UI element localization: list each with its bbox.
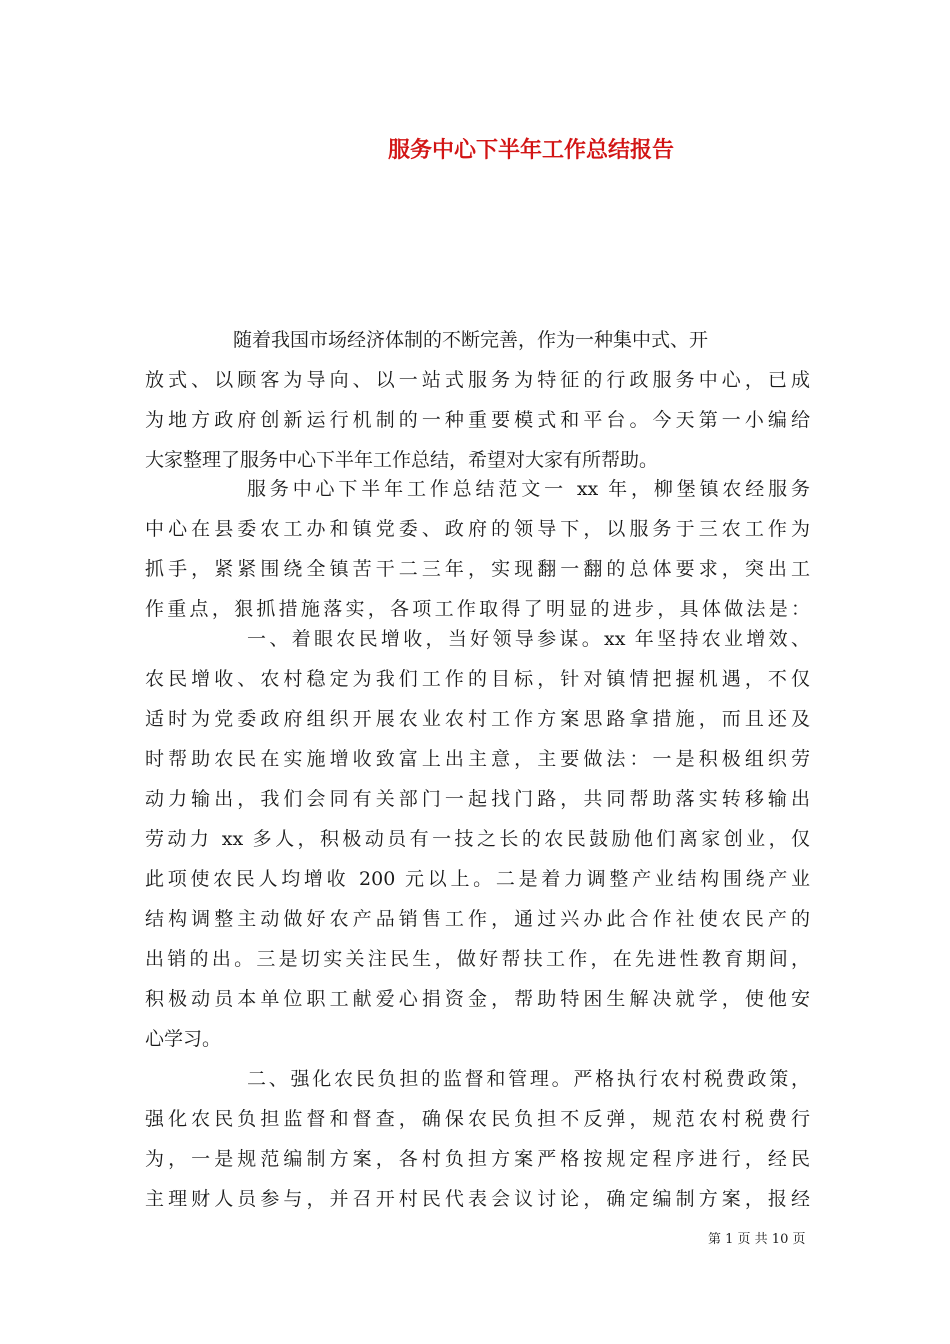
body-line: 为地方政府创新运行机制的一种重要模式和平台。今天第一小编给 xyxy=(145,409,810,431)
body-line: 中心在县委农工办和镇党委、政府的领导下，以服务于三农工作为 xyxy=(145,518,810,540)
body-line: 大家整理了服务中心下半年工作总结，希望对大家有所帮助。 xyxy=(145,449,659,471)
document-title: 服务中心下半年工作总结报告 xyxy=(387,137,674,163)
body-line: 一、着眼农民增收，当好领导参谋。xx 年坚持农业增效、 xyxy=(247,628,810,650)
body-line: 农民增收、农村稳定为我们工作的目标，针对镇情把握机遇，不仅 xyxy=(145,668,810,690)
body-line: 服务中心下半年工作总结范文一 xx 年，柳堡镇农经服务 xyxy=(247,478,810,500)
body-line: 心学习。 xyxy=(145,1028,222,1050)
body-line: 适时为党委政府组织开展农业农村工作方案思路拿措施，而且还及 xyxy=(145,708,810,730)
body-line: 作重点，狠抓措施落实，各项工作取得了明显的进步，具体做法是： xyxy=(145,598,810,620)
body-line: 强化农民负担监督和督查，确保农民负担不反弹，规范农村税费行 xyxy=(145,1108,810,1130)
body-line: 出销的出。三是切实关注民生，做好帮扶工作，在先进性教育期间， xyxy=(145,948,810,970)
page-number-footer: 第 1 页 共 10 页 xyxy=(708,1232,806,1247)
body-line: 结构调整主动做好农产品销售工作，通过兴办此合作社使农民产的 xyxy=(145,908,810,930)
body-line: 为，一是规范编制方案，各村负担方案严格按规定程序进行，经民 xyxy=(145,1148,810,1170)
body-line: 此项使农民人均增收 200 元以上。二是着力调整产业结构围绕产业 xyxy=(145,868,810,890)
body-line: 积极动员本单位职工献爱心捐资金，帮助特困生解决就学，使他安 xyxy=(145,988,810,1010)
body-line: 主理财人员参与，并召开村民代表会议讨论，确定编制方案，报经 xyxy=(145,1188,810,1210)
body-line: 随着我国市场经济体制的不断完善，作为一种集中式、开 xyxy=(233,329,709,351)
body-line: 抓手，紧紧围绕全镇苦干二三年，实现翻一翻的总体要求，突出工 xyxy=(145,558,810,580)
body-line: 放式、以顾客为导向、以一站式服务为特征的行政服务中心，已成 xyxy=(145,369,810,391)
body-line: 时帮助农民在实施增收致富上出主意，主要做法：一是积极组织劳 xyxy=(145,748,810,770)
body-line: 劳动力 xx 多人，积极动员有一技之长的农民鼓励他们离家创业，仅 xyxy=(145,828,810,850)
body-line: 二、强化农民负担的监督和管理。严格执行农村税费政策， xyxy=(247,1068,810,1090)
body-line: 动力输出，我们会同有关部门一起找门路，共同帮助落实转移输出 xyxy=(145,788,810,810)
